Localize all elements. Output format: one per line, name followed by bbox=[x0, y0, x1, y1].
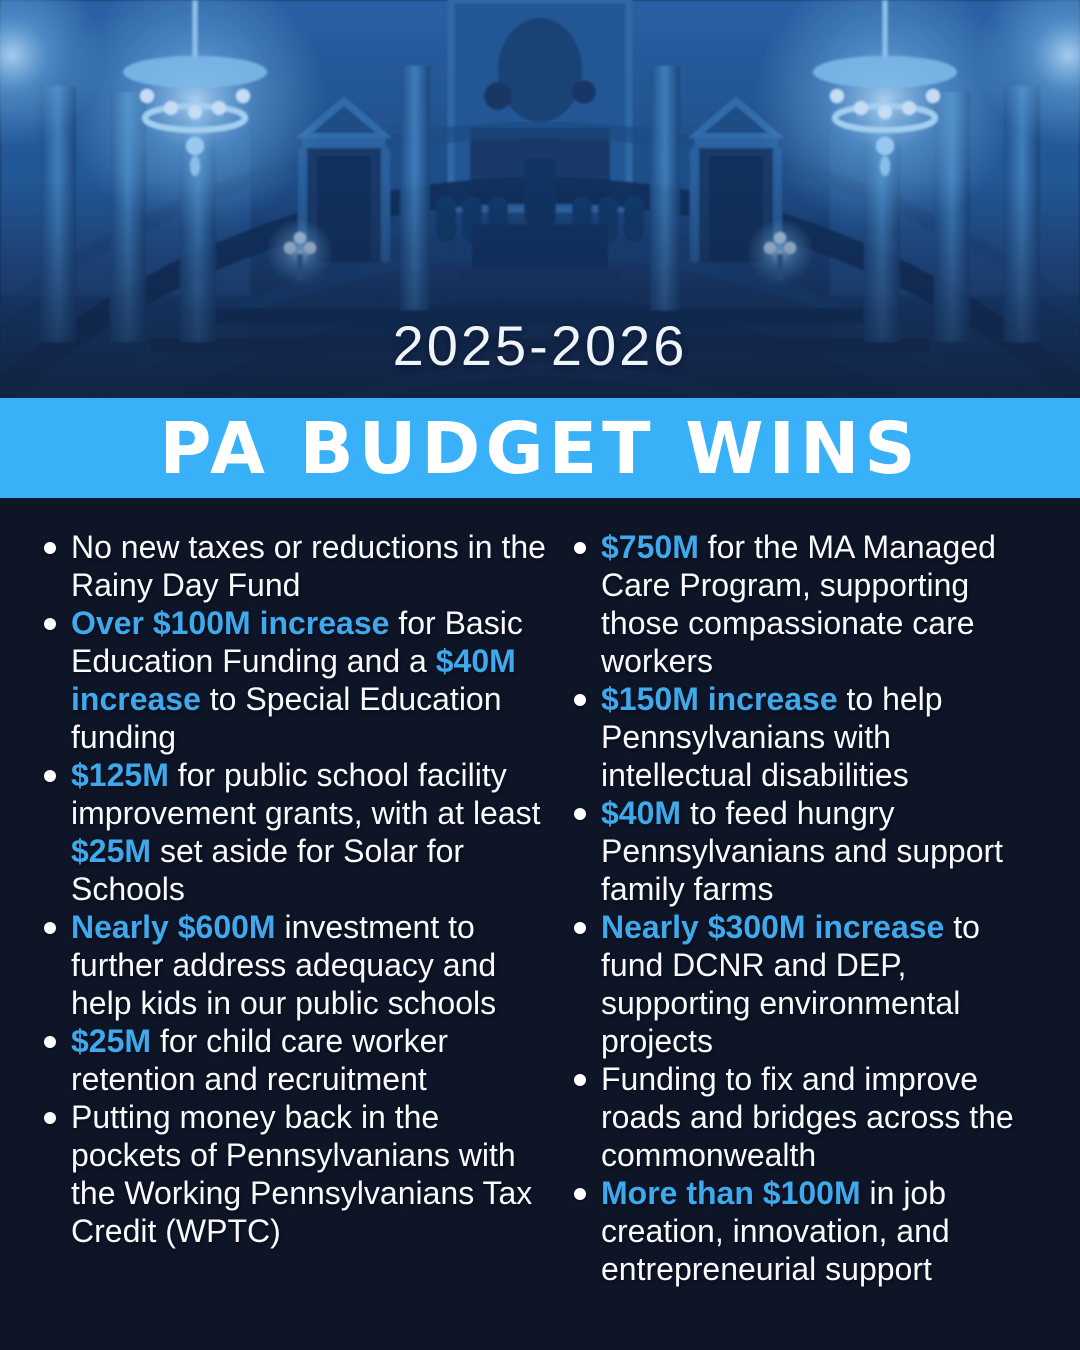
bullet-item bbox=[44, 1022, 552, 1098]
bullet-text bbox=[601, 908, 1044, 1060]
bullet-text bbox=[601, 680, 1044, 794]
budget-list-left bbox=[44, 528, 552, 1350]
bullet-item bbox=[44, 604, 552, 756]
poster-title: PA BUDGET WINS bbox=[159, 406, 921, 490]
plain-text: to help Pennsylvanians with intellectual disabilities bbox=[601, 681, 943, 793]
plain-text: set aside for Solar for Schools bbox=[71, 833, 465, 907]
budget-wins-content bbox=[0, 498, 1080, 1350]
bullet-text bbox=[601, 528, 1044, 680]
bullet-dot-icon bbox=[574, 694, 586, 706]
bullet-dot-icon bbox=[574, 1074, 586, 1086]
plain-text: to feed hungry Pennsylvanians and support family farms bbox=[601, 795, 1004, 907]
bullet-text bbox=[71, 908, 552, 1022]
bullet-dot-icon bbox=[574, 922, 586, 934]
bullet-dot-icon bbox=[574, 808, 586, 820]
plain-text: investment to further address adequacy and help kids in our public schools bbox=[71, 909, 497, 1021]
bullet-item bbox=[44, 528, 552, 604]
plain-text: for the MA Managed Care Program, supporting those compassionate care workers bbox=[601, 529, 996, 679]
bullet-text bbox=[71, 604, 552, 756]
bullet-item bbox=[574, 1174, 1044, 1288]
highlight-amount: $40M bbox=[601, 795, 682, 831]
bullet-item bbox=[574, 794, 1044, 908]
budget-list-right bbox=[574, 528, 1044, 1350]
plain-text: No new taxes or reductions in the Rainy Day Fund bbox=[71, 529, 546, 603]
plain-text: for child care worker retention and recruitment bbox=[71, 1023, 449, 1097]
bullet-item bbox=[574, 908, 1044, 1060]
bullet-dot-icon bbox=[44, 542, 56, 554]
plain-text: Funding to fix and improve roads and bridges across the commonwealth bbox=[601, 1061, 1014, 1173]
capitol-chamber-photo bbox=[0, 0, 1080, 398]
title-banner bbox=[0, 398, 1080, 498]
bullet-text bbox=[71, 756, 552, 908]
bullet-dot-icon bbox=[44, 770, 56, 782]
highlight-amount: Over $100M increase bbox=[71, 605, 390, 641]
bullet-item bbox=[44, 1098, 552, 1250]
bullet-text bbox=[601, 794, 1044, 908]
bullet-dot-icon bbox=[574, 542, 586, 554]
highlight-amount: $125M bbox=[71, 757, 169, 793]
highlight-amount: Nearly $600M bbox=[71, 909, 276, 945]
bullet-item bbox=[574, 680, 1044, 794]
bullet-item bbox=[44, 756, 552, 908]
bullet-item bbox=[574, 528, 1044, 680]
year-label: 2025-2026 bbox=[392, 314, 688, 377]
bullet-dot-icon bbox=[44, 618, 56, 630]
bullet-text bbox=[71, 1098, 552, 1250]
highlight-amount: $750M bbox=[601, 529, 699, 565]
bullet-text bbox=[71, 528, 552, 604]
bullet-dot-icon bbox=[574, 1188, 586, 1200]
plain-text: to fund DCNR and DEP, supporting environmental projects bbox=[601, 909, 980, 1059]
highlight-amount: Nearly $300M increase bbox=[601, 909, 945, 945]
bullet-text bbox=[601, 1060, 1044, 1174]
plain-text: for Basic Education Funding and a bbox=[71, 605, 523, 679]
highlight-amount: $40M increase bbox=[71, 643, 516, 717]
plain-text: Putting money back in the pockets of Pennsylvanians with the Working Pennsylvanians Tax Credit (WPTC) bbox=[71, 1099, 533, 1249]
bullet-text bbox=[601, 1174, 1044, 1288]
bullet-dot-icon bbox=[44, 922, 56, 934]
bullet-dot-icon bbox=[44, 1036, 56, 1048]
highlight-amount: $150M increase bbox=[601, 681, 838, 717]
plain-text: to Special Education funding bbox=[71, 681, 502, 755]
bullet-item bbox=[44, 908, 552, 1022]
highlight-amount: $25M bbox=[71, 1023, 152, 1059]
plain-text: for public school facility improvement grants, with at least bbox=[71, 757, 541, 831]
plain-text: in job creation, innovation, and entrepreneurial support bbox=[601, 1175, 950, 1287]
bullet-text bbox=[71, 1022, 552, 1098]
highlight-amount: $25M bbox=[71, 833, 152, 869]
bullet-dot-icon bbox=[44, 1112, 56, 1124]
highlight-amount: More than $100M bbox=[601, 1175, 861, 1211]
bullet-item bbox=[574, 1060, 1044, 1174]
